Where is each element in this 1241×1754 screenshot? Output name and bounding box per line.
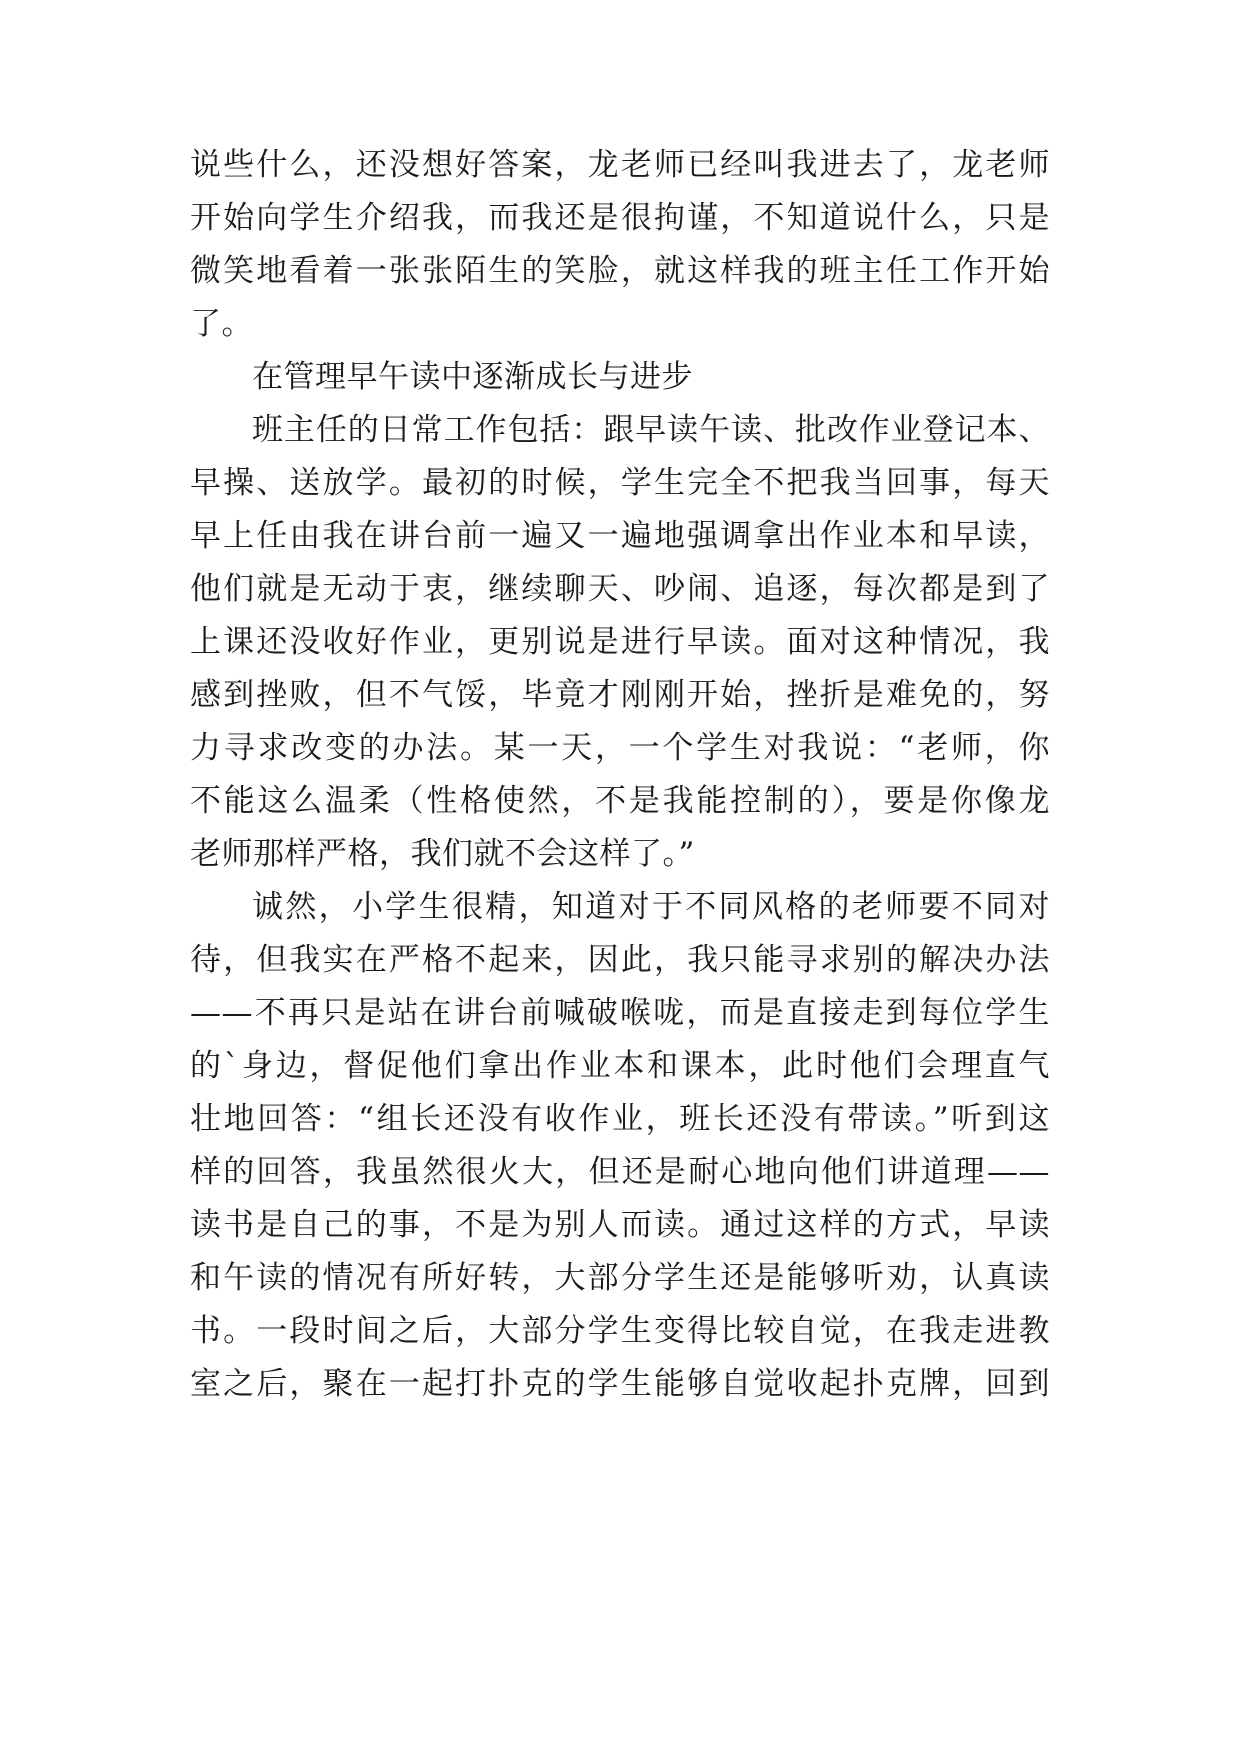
paragraph-line: 力寻求改变的办法。某一天，一个学生对我说：“老师，你 xyxy=(190,730,1050,766)
paragraph-line: 室之后，聚在一起打扑克的学生能够自觉收起扑克牌，回到 xyxy=(190,1366,1050,1402)
paragraph-line: 诚然，小学生很精，知道对于不同风格的老师要不同对 xyxy=(252,889,1050,925)
paragraph-line: 早操、送放学。最初的时候，学生完全不把我当回事，每天 xyxy=(190,465,1050,501)
paragraph-line: 说些什么，还没想好答案，龙老师已经叫我进去了，龙老师 xyxy=(190,147,1050,183)
paragraph-line: 壮地回答：“组长还没有收作业，班长还没有带读。”听到这 xyxy=(190,1101,1050,1137)
paragraph-line: 的`身边，督促他们拿出作业本和课本，此时他们会理直气 xyxy=(190,1048,1050,1084)
paragraph-line: 开始向学生介绍我，而我还是很拘谨，不知道说什么，只是 xyxy=(190,200,1050,236)
paragraph-line: 和午读的情况有所好转，大部分学生还是能够听劝，认真读 xyxy=(190,1260,1050,1296)
paragraph-line: 班主任的日常工作包括：跟早读午读、批改作业登记本、 xyxy=(252,412,1050,448)
paragraph-line: 读书是自己的事，不是为别人而读。通过这样的方式，早读 xyxy=(190,1207,1050,1243)
paragraph-line: 早上任由我在讲台前一遍又一遍地强调拿出作业本和早读， xyxy=(190,518,1050,554)
paragraph-line: 他们就是无动于衷，继续聊天、吵闹、追逐，每次都是到了 xyxy=(190,571,1050,607)
paragraph-line: 书。一段时间之后，大部分学生变得比较自觉，在我走进教 xyxy=(190,1313,1050,1349)
paragraph-line: 不能这么温柔（性格使然，不是我能控制的），要是你像龙 xyxy=(190,783,1050,819)
paragraph-line: 样的回答，我虽然很火大，但还是耐心地向他们讲道理—— xyxy=(190,1154,1050,1190)
section-heading: 在管理早午读中逐渐成长与进步 xyxy=(252,359,693,395)
paragraph-line: 感到挫败，但不气馁，毕竟才刚刚开始，挫折是难免的，努 xyxy=(190,677,1050,713)
paragraph-line: 待，但我实在严格不起来，因此，我只能寻求别的解决办法 xyxy=(190,942,1050,978)
paragraph-line: 老师那样严格，我们就不会这样了。” xyxy=(190,836,695,872)
paragraph-line: 了。 xyxy=(190,306,253,342)
paragraph-line: 微笑地看着一张张陌生的笑脸，就这样我的班主任工作开始 xyxy=(190,253,1050,289)
paragraph-line: 上课还没收好作业，更别说是进行早读。面对这种情况，我 xyxy=(190,624,1050,660)
paragraph-line: ——不再只是站在讲台前喊破喉咙，而是直接走到每位学生 xyxy=(190,995,1050,1031)
